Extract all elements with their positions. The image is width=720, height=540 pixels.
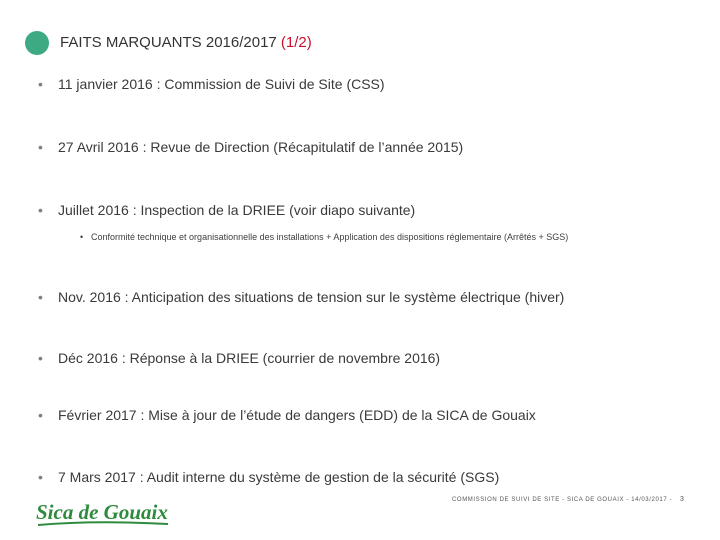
list-item-text: 11 janvier 2016 : Commission de Suivi de Site (CSS) [58,76,385,92]
sub-list-item [80,232,568,242]
list-item-text: 7 Mars 2017 : Audit interne du système de gestion de la sécurité (SGS) [58,469,500,485]
bullet-dot: • [38,289,43,305]
sub-list-item-text: Conformité technique et organisationnelle des installations + Application des dispositions réglementaire (Arrêtés + SGS) [91,232,569,242]
list-item [38,76,385,92]
list-item [38,469,499,485]
list-item-text: Juillet 2016 : Inspection de la DRIEE (voir diapo suivante) [58,202,416,218]
bullet-dot: • [38,139,43,155]
svg-text:Sica de Gouaix: Sica de Gouaix [36,500,168,524]
list-item-text: Février 2017 : Mise à jour de l’étude de dangers (EDD) de la SICA de Gouaix [58,407,536,423]
sica-de-gouaix-logo [34,495,174,531]
list-item-text: 27 Avril 2016 : Revue de Direction (Récapitulatif de l’année 2015) [58,139,464,155]
list-item [38,202,415,218]
page-number: 3 [680,496,684,503]
bullet-dot: • [80,232,84,242]
list-item [38,289,564,305]
bullet-dot: • [38,469,43,485]
bullet-dot: • [38,407,43,423]
bullet-dot: • [38,350,43,366]
title-main: FAITS MARQUANTS 2016/2017 [60,34,281,51]
title-bullet-circle [25,31,49,55]
list-item-text: Nov. 2016 : Anticipation des situations de tension sur le système électrique (hiver) [58,289,565,305]
page-title [60,34,312,51]
title-part: (1/2) [280,34,312,51]
bullet-dot: • [38,202,43,218]
list-item [38,407,536,423]
list-item [38,350,440,366]
bullet-dot: • [38,76,43,92]
footer-text: COMMISSION DE SUIVI DE SITE - SICA DE GOUAIX - 14/03/2017 - [452,497,673,503]
list-item-text: Déc 2016 : Réponse à la DRIEE (courrier de novembre 2016) [58,350,441,366]
list-item [38,139,463,155]
